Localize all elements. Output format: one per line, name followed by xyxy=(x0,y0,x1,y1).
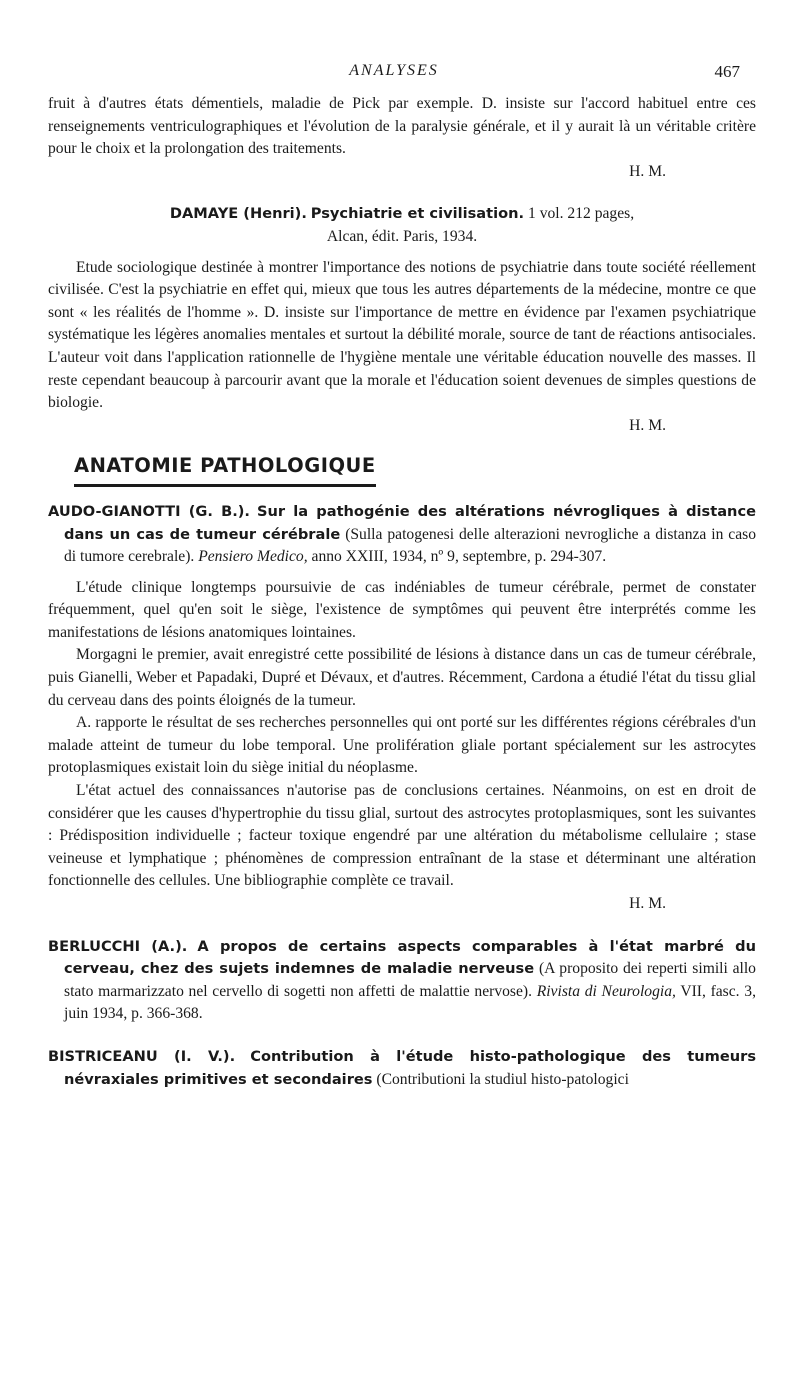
review-signature: H. M. xyxy=(629,895,666,912)
page-content xyxy=(48,93,756,1091)
continued-review-text: fruit à d'autres états démentiels, maladie de Pick par exemple. D. insiste sur l'accord habituel entre ces renseignements ventriculographiques et l'évolution de la paralysie générale, et il y aurait là un véritable critère pour le choix et la prolongation des traitements. xyxy=(48,95,756,158)
section-heading: ANATOMIE PATHOLOGIQUE xyxy=(74,455,376,487)
page-header xyxy=(48,62,740,88)
review-publisher: Alcan, édit. Paris, 1934. xyxy=(326,227,478,245)
review-heading-bistriceanu xyxy=(48,1046,756,1091)
review-title: A propos de certains aspects comparables à l'état marbré du cerveau, chez des sujets indemnes de maladie nerveuse xyxy=(64,937,757,978)
review-original-title: (Sulla patogenesi delle alterazioni nevrogliche a distanza in caso di tumore cerebrale). xyxy=(64,525,756,566)
page-number: 467 xyxy=(714,62,740,81)
review-heading-berlucchi xyxy=(48,936,756,1026)
running-title: ANALYSES xyxy=(349,62,439,79)
review-body: Etude sociologique destinée à montrer l'importance des notions de psychiatrie dans toute société réellement civilisée. C'est la psychiatrie en effet qui, mieux que tous les autres départements de la médecine, montre ce que sont « les réalités de l'homme ». D. insiste sur l'importance de mettre en évidence par l'examen psychiatrique systématique les légères anomalies mentales et surtout la débilité morale, source de tant de réactions antisociales. L'auteur voit dans l'application rationnelle de l'hygiène mentale une véritable éducation nouvelle des masses. Il reste cependant beaucoup à parcourir avant que la morale et l'éducation soient devenues de simples questions de biologie. xyxy=(48,258,756,412)
review-heading-damaye xyxy=(48,203,756,248)
review-journal: Rivista di Neurologia, xyxy=(536,982,676,1000)
review-journal: Pensiero Medico, xyxy=(198,548,308,566)
review-original-title: (Contributioni la studiul histo-patologici xyxy=(376,1070,629,1088)
review-paragraph: Morgagni le premier, avait enregistré cette possibilité de lésions à distance dans un cas de tumeur cérébrale, puis Gianelli, Weber et Papadaki, Dupré et Dévaux, et d'autres. Récemment, Cardona a étudié l'état du tissu glial du cerveau dans des points éloignés de la tumeur. xyxy=(48,646,756,709)
review-title: Contribution à l'étude histo-pathologique des tumeurs névraxiales primitives et secondaires xyxy=(64,1047,757,1088)
review-author: BERLUCCHI (A.). xyxy=(48,937,188,955)
review-original-title: (A proposito dei reperti simili allo stato marmarizzato nel cervello di sogetti non affetti de malattie nervose). xyxy=(64,960,756,1000)
review-paragraph: A. rapporte le résultat de ses recherches personnelles qui ont porté sur les différentes régions cérébrales d'un malade atteint de tumeur du lobe temporal. Une prolifération gliale portant spécialement sur les astrocytes protoplasmiques existait loin du siège initial du néoplasme. xyxy=(48,714,756,777)
review-signature: H. M. xyxy=(629,416,666,434)
review-signature: H. M. xyxy=(629,162,666,180)
review-heading-audo xyxy=(48,501,756,569)
review-author: BISTRICEANU (I. V.). xyxy=(48,1047,236,1065)
review-paragraph: L'étude clinique longtemps poursuivie de cas indéniables de tumeur cérébrale, permet de constater fréquemment, quel qu'en soit le siège, l'existence de symptômes qui peuvent être interprétés comme les manifestations de lésions anatomiques lointaines. xyxy=(48,578,756,641)
review-paragraph: L'état actuel des connaissances n'autorise pas de conclusions certaines. Néanmoins, on est en droit de considérer que les causes d'hypertrophie du tissu glial, surtout des astrocytes protoplasmiques, sont les suivantes : Prédisposition individuelle ; facteur toxique engendré par une altération du métabolisme cellulaire ; stase veineuse et lymphatique ; phénomènes de compression entraînant de la stase et déterminant une altération fonctionnelle des cellules. Une bibliographie complète ce travail. xyxy=(48,782,756,890)
review-details: 1 vol. 212 pages, xyxy=(528,205,635,223)
review-title: Sur la pathogénie des altérations névrogliques à distance dans un cas de tumeur cérébrale xyxy=(64,502,756,543)
review-citation: anno XXIII, 1934, nº 9, septembre, p. 294-307. xyxy=(311,548,607,566)
review-citation: VII, fasc. 3, juin 1934, p. 366-368. xyxy=(64,982,756,1023)
review-title: Psychiatrie et civilisation. xyxy=(310,205,525,223)
review-author: AUDO-GIANOTTI (G. B.). xyxy=(48,502,250,520)
review-author: DAMAYE (Henri). xyxy=(169,205,307,223)
